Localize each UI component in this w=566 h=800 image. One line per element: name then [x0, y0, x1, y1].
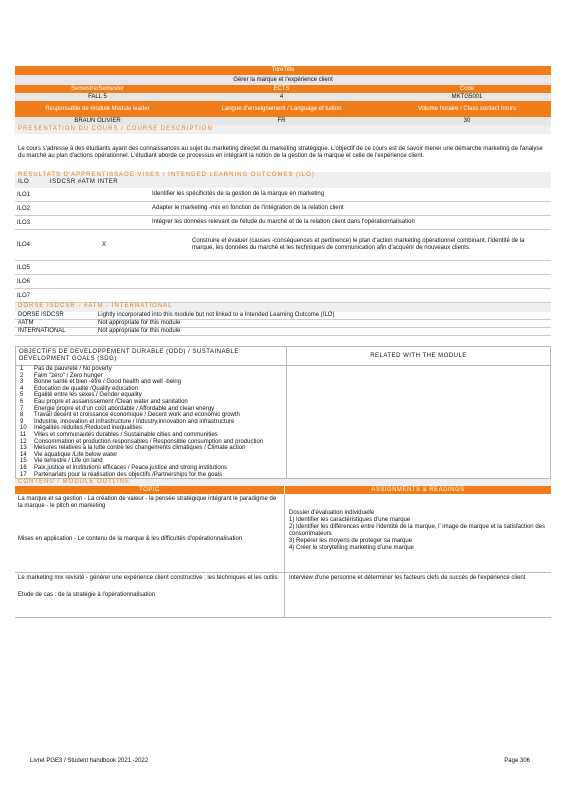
dorse-key: DORSE ISDCSR	[18, 312, 64, 318]
language-label: Langue d'enseignement / Language of tuition	[180, 101, 383, 117]
sdg-number: 6	[20, 398, 24, 405]
page-number: Page 306	[504, 758, 530, 764]
sdg-related-label: RELATED WITH THE MODULE	[286, 347, 550, 365]
sdg-label: Paix,justice et institutions efficaces / Peace,justice and strong institutions	[34, 464, 227, 471]
ilo-row	[15, 261, 551, 275]
module-leader-label: Responsable de module Module leader	[15, 101, 180, 117]
sdg-item	[16, 373, 286, 380]
sdg-item	[16, 425, 286, 432]
sdg-item	[16, 406, 286, 413]
dorse-key: INTERNATIONAL	[18, 328, 66, 334]
ilo-row	[15, 188, 551, 202]
dorse-value: Not appropriate for this module	[98, 320, 181, 326]
sdg-number: 13	[20, 445, 27, 452]
ilo-description: Construire et évaluer (causes -conséquences et pertinence) le plan d'action marketing opérationnel combinant, l'identité de la marque, les données du marché et les techniques de communication afin d'acquérir de nouveaux clients.	[192, 238, 525, 251]
sdg-number: 15	[20, 458, 27, 465]
ilo-row	[15, 216, 551, 230]
sdg-number: 14	[20, 451, 27, 458]
sdg-label: Travail décent et croissance économique / Decent work and economic growth	[34, 412, 240, 419]
ilo-description: Identifier les spécificités de la gestion de la marque en marketing	[152, 191, 325, 197]
semester-label: Semestre/Semester	[15, 85, 180, 93]
dorse-table	[15, 312, 551, 336]
sdg-number: 12	[20, 438, 27, 445]
sdg-label: Mesures relatives à la lutte contre les changements climatiques / Climate action	[34, 445, 246, 452]
sdg-number: 10	[20, 425, 27, 432]
assignment-1-line: 3) Repérer les moyens de protéger sa marque	[289, 538, 413, 545]
assignment-1-line: 4) Créer le storytelling marketing d'une marque	[289, 545, 414, 552]
sdg-label: Villes et communautés durables / Sustainable cities and communities	[34, 431, 218, 438]
sdg-related-column	[286, 366, 550, 478]
ilo-row	[15, 275, 551, 289]
sdg-label: Vie terrestre / Life on land	[34, 458, 103, 465]
sdg-item	[16, 472, 286, 479]
sdg-label: Faim "zéro" / Zero hunger	[34, 372, 103, 379]
sdg-number: 17	[20, 471, 27, 478]
sdg-item	[16, 452, 286, 459]
sdg-number: 9	[20, 418, 24, 425]
sdg-item	[16, 439, 286, 446]
topic-label: TOPIC	[15, 486, 284, 494]
presentation-title: PRESENTATION DU COURS / COURSE DESCRIPTION	[18, 126, 213, 132]
sdg-label: Industrie, innovation et infrastructure / Industry,innovation and infrastructure	[34, 418, 235, 425]
ilo-description: Adapter le marketing -mix en fonction de l'intégration de la relation client	[152, 205, 344, 211]
sdg-item	[16, 445, 286, 452]
dorse-row	[15, 328, 551, 336]
sdg-number: 8	[20, 412, 24, 419]
ilo-mark: X	[102, 242, 107, 248]
sdg-number: 7	[20, 405, 24, 412]
sdg-number: 4	[20, 385, 24, 392]
ilo-row	[15, 202, 551, 216]
topic-2: Mises en application - Le contenu de la marque & les difficultés d'opérationnalisation	[18, 536, 243, 543]
ects-value: 4	[180, 93, 383, 101]
ilo-row	[15, 230, 551, 261]
sdg-item	[16, 386, 286, 393]
dorse-row	[15, 320, 551, 328]
sdg-number: 2	[20, 372, 24, 379]
title-label: TitreTitle	[15, 66, 551, 75]
topic-1: La marque et sa gestion - La création de valeur - la pensée stratégique intégrant le paradigme de la marque - le pitch en marketing	[18, 496, 277, 510]
ilo-criteria-label: ISDCSR #ATM INTER	[50, 179, 119, 185]
ilo-col-label: ILO	[18, 179, 30, 185]
dorse-key: #ATM	[18, 320, 34, 326]
sdg-item	[16, 399, 286, 406]
sdg-label: Inégalités réduites /Reduced inequalities	[34, 425, 142, 432]
ilo-id: ILO5	[17, 264, 31, 271]
presentation-text: Le cours s'adresse à des étudiants ayant des connaissances au sujet du marketing directet du marketing stratégique. L'objectif de ce cours est de savoir mener une démarche marketing de l'analyse du marché au plan d'actions opérationnel. L'étudiant aborde ce processus en intégrant la notion de la gestion de la marque et celle de l'expérience client.	[18, 146, 543, 159]
course-sheet	[15, 66, 551, 618]
sdg-label: Eau propre et assainissement /Clean water and sanitation	[34, 398, 188, 405]
ects-label: ECTS	[180, 85, 383, 93]
assignment-1-title: Dossier d'évaluation individuelle	[289, 510, 375, 517]
sdg-label: Vie aquatique /Life below water	[34, 451, 118, 458]
code-value: MKTG5001	[383, 93, 551, 101]
assignment-cell	[284, 494, 551, 572]
ilo-id: ILO4	[17, 242, 31, 248]
sdg-item	[16, 458, 286, 465]
ilo-list	[15, 188, 551, 303]
dorse-row	[15, 312, 551, 320]
volume-value: 30	[383, 117, 551, 125]
sdg-item	[16, 419, 286, 426]
ilo-id: ILO7	[17, 292, 31, 299]
sdg-box	[15, 346, 551, 479]
page-footer	[30, 758, 530, 764]
sdg-label: Education de qualité /Quality education	[34, 385, 139, 392]
dorse-title: DORSE ISDCSR - #ATM - INTERNATIONAL	[18, 303, 173, 309]
sdg-item	[16, 366, 286, 373]
module-leader-value: BRAUN OLIVIER	[15, 117, 180, 125]
ilo-id: ILO2	[17, 205, 31, 212]
sdg-number: 11	[20, 431, 27, 438]
sdg-item	[16, 379, 286, 386]
topic-3: Le marketing mix revisité - générer une expérience client constructive : les techniques et les outils	[18, 575, 278, 582]
sdg-label: Egalité entre les sexes / Gender equality	[34, 392, 142, 399]
topic-4: Etude de cas : de la stratégie à l'opérationnalisation	[18, 592, 156, 599]
sdg-item	[16, 465, 286, 472]
sdg-list	[16, 366, 286, 478]
ilo-row	[15, 289, 551, 303]
sdg-item	[16, 392, 286, 399]
assignment-2: Interview d'une personne et déterminer les facteurs clefs de succès de l'expérience client	[289, 575, 526, 582]
sdg-number: 1	[20, 366, 24, 372]
sdg-number: 16	[20, 464, 27, 471]
sdg-label: Partenariats pour la réalisation des objectifs /Partnerships for the goals	[34, 471, 223, 478]
language-value: FR	[180, 117, 383, 125]
ilo-id: ILO3	[17, 219, 31, 226]
sdg-item	[16, 432, 286, 439]
ilo-id: ILO6	[17, 278, 31, 285]
volume-label: Volume horaire / Class contact hours	[383, 101, 551, 117]
sdg-number: 5	[20, 392, 24, 399]
course-title: Gérer la marque et l'expérience client	[15, 75, 551, 85]
content-title: CONTENU / MODULE OUTLINE	[18, 479, 131, 486]
sdg-label: Pas de pauvreté / No poverty	[34, 366, 112, 372]
sdg-number: 3	[20, 379, 24, 386]
topic-cell	[15, 573, 284, 617]
semester-value: FALL 5	[15, 93, 180, 101]
sdg-title: OBJECTIFS DE DEVELOPPEMENT DURABLE (ODD) / SUSTAINABLE DEVELOPMENT GOALS (SDG)	[19, 349, 239, 362]
dorse-value: Not appropriate for this module	[98, 328, 181, 334]
assignments-label: ASSIGNMENTS & READINGS	[284, 486, 551, 494]
sdg-label: Consommation et production responsables / Responsible consumption and production	[34, 438, 264, 445]
sdg-label: Energie propre et d'un coût abordable / Affordable and clean energy	[34, 405, 215, 412]
code-label: Code	[383, 85, 551, 93]
footer-left: Livret PGE3 / Student handbook 2021 -2022	[30, 758, 149, 764]
sdg-item	[16, 412, 286, 419]
ilo-description: Intégrer les données relevant de l'étude du marché et de la relation client dans l'opérationnalisation	[152, 219, 415, 225]
assignment-cell	[284, 573, 551, 617]
assignment-1-line: 1) Identifier les caractéristiques d'une marque	[289, 517, 411, 524]
dorse-value: Lightly incorporated into this module but not linked to a Intended Learning Outcome (ILO)	[98, 312, 335, 318]
assignment-1-line: 2) Identifier les différences entre l'identité de la marque, l' image de marque et la satisfaction des consommateurs	[289, 524, 545, 538]
ilo-title: RESULTATS D'APPRENTISSAGE VISES / INTENDED LEARNING OUTCOMES (ILO)	[18, 172, 315, 178]
topic-cell	[15, 494, 284, 572]
sdg-label: Bonne santé et bien -être / Good health and well -being	[34, 379, 182, 386]
ilo-id: ILO1	[17, 191, 31, 198]
